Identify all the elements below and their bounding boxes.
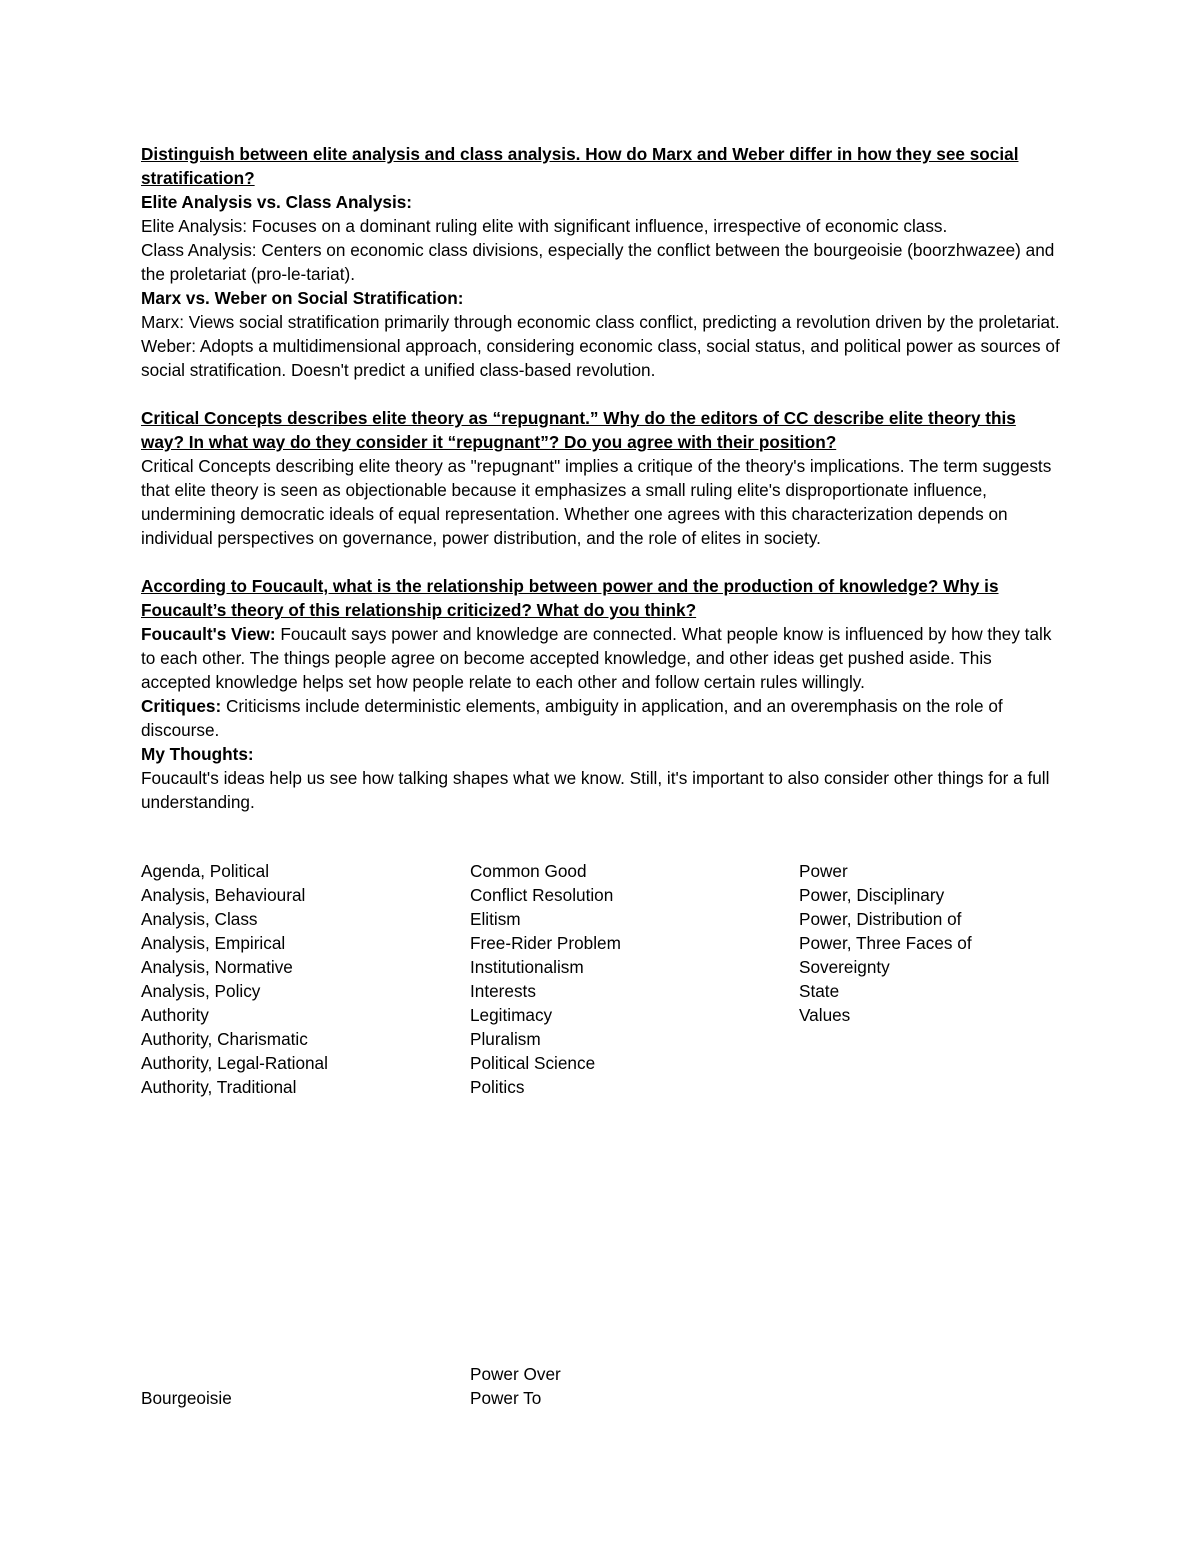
term-item: Sovereignty [799,957,890,977]
term-item: Power, Disciplinary [799,885,945,905]
elite-analysis-text: Elite Analysis: Focuses on a dominant ruling elite with significant influence, irrespective of economic class. [141,216,948,236]
term-item: Free-Rider Problem [470,933,621,953]
my-thoughts-text: Foucault's ideas help us see how talking shapes what we know. Still, it's important to also consider other things for a full understanding. [141,768,1050,812]
answer-2: Critical Concepts describing elite theory as "repugnant" implies a critique of the theory's implications. The term suggests that elite theory is seen as objectionable because it emphasizes a small ruling elite's disproportionate influence, undermining democratic ideals of equal representation. Whether one agrees with this characterization depends on individual perspectives on governance, power distribution, and the role of elites in society. [141,456,1052,548]
bottom-right-note: Power Over [470,1364,561,1384]
term-item: Common Good [470,861,587,881]
term-item: Analysis, Policy [141,981,261,1001]
term-item: Conflict Resolution [470,885,614,905]
foucault-view-label: Foucault's View: [141,624,276,644]
term-item: Analysis, Behavioural [141,885,306,905]
critiques-label: Critiques: [141,696,222,716]
class-analysis-text: Class Analysis: Centers on economic class divisions, especially the conflict between the bourgeoisie (boorzhwazee) and the proletariat (pro-le-tariat). [141,240,1055,284]
term-item: Legitimacy [470,1005,553,1025]
term-item: Political Science [470,1053,596,1073]
term-item: Interests [470,981,536,1001]
critiques-paragraph [141,694,1061,742]
term-item: Power, Three Faces of [799,933,972,953]
bottom-right-note: Power To [470,1388,542,1408]
term-item: Authority, Traditional [141,1077,297,1097]
term-item: Values [799,1005,851,1025]
question-1: Distinguish between elite analysis and class analysis. How do Marx and Weber differ in how they see social stratification? [141,144,1019,188]
marx-text: Marx: Views social stratification primarily through economic class conflict, predicting a revolution driven by the proletariat. [141,312,1060,332]
bottom-right-notes [470,1362,561,1410]
heading-elite-vs-class: Elite Analysis vs. Class Analysis: [141,192,412,212]
document-body [141,142,1061,814]
term-item: Authority [141,1005,209,1025]
term-item: State [799,981,840,1001]
foucault-view-paragraph [141,622,1061,694]
term-item: Authority, Legal-Rational [141,1053,328,1073]
question-2: Critical Concepts describes elite theory as “repugnant.” Why do the editors of CC describe elite theory this way? In what way do they consider it “repugnant”? Do you agree with their position? [141,408,1016,452]
question-3: According to Foucault, what is the relationship between power and the production of knowledge? Why is Foucault’s theory of this relationship criticized? What do you think? [141,576,999,620]
terms-column-3 [799,859,972,1027]
term-item: Politics [470,1077,525,1097]
my-thoughts-heading: My Thoughts: [141,744,254,764]
term-item: Agenda, Political [141,861,270,881]
term-item: Pluralism [470,1029,541,1049]
critiques-text: Criticisms include deterministic elements, ambiguity in application, and an overemphasis on the role of discourse. [141,696,1003,740]
terms-column-1 [141,859,328,1099]
weber-text: Weber: Adopts a multidimensional approach, considering economic class, social status, and political power as sources of social stratification. Doesn't predict a unified class-based revolution. [141,336,1060,380]
term-item: Power [799,861,848,881]
term-item: Analysis, Normative [141,957,293,977]
term-item: Analysis, Empirical [141,933,286,953]
term-item: Institutionalism [470,957,584,977]
terms-column-2 [470,859,621,1099]
heading-marx-vs-weber: Marx vs. Weber on Social Stratification: [141,288,464,308]
term-item: Authority, Charismatic [141,1029,308,1049]
term-item: Elitism [470,909,521,929]
bottom-left-note: Bourgeoisie [141,1388,232,1408]
foucault-view-text: Foucault says power and knowledge are connected. What people know is influenced by how they talk to each other. The things people agree on become accepted knowledge, and other ideas get pushed aside. This accepted knowledge helps set how people relate to each other and follow certain rules willingly. [141,624,1052,692]
term-item: Power, Distribution of [799,909,962,929]
term-item: Analysis, Class [141,909,258,929]
